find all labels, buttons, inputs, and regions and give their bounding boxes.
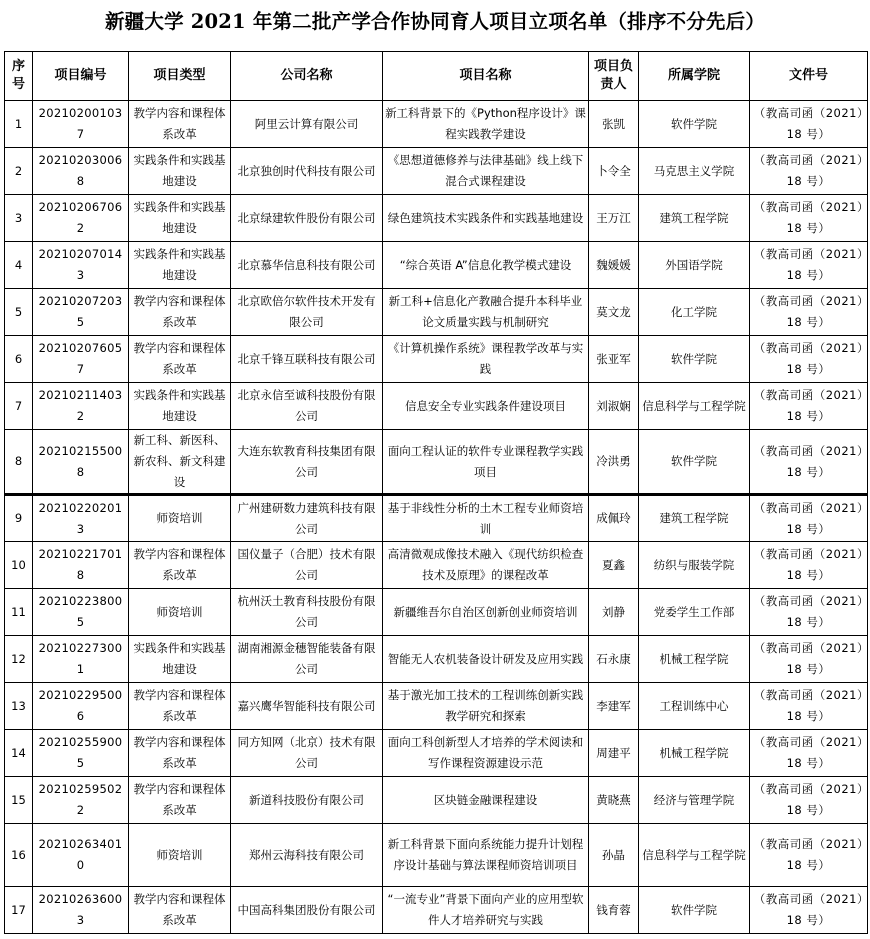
cell-leader: 黄晓燕 [589,777,639,824]
cell-project-type: 实践条件和实践基地建设 [129,383,231,430]
cell-document-number: （教高司函（2021）18 号） [750,148,868,195]
cell-project-name: 新疆维吾尔自治区创新创业师资培训 [383,589,589,636]
cell-company-name: 北京绿建软件股份有限公司 [231,195,383,242]
cell-college: 纺织与服装学院 [639,542,750,589]
cell-document-number: （教高司函（2021）18 号） [750,430,868,495]
table-row [5,289,868,336]
cell-project-name: 高清微观成像技术融入《现代纺织检查技术及原理》的课程改革 [383,542,589,589]
cell-company-name: 中国高科集团股份有限公司 [231,887,383,934]
cell-seq: 16 [5,824,33,887]
cell-project-code: 202102070143 [33,242,129,289]
cell-project-name: 信息安全专业实践条件建设项目 [383,383,589,430]
cell-leader: 成佩玲 [589,495,639,542]
cell-company-name: 杭州沃土教育科技股份有限公司 [231,589,383,636]
cell-project-name: 面向工科创新型人才培养的学术阅读和写作课程资源建设示范 [383,730,589,777]
table-row [5,336,868,383]
table-row [5,824,868,887]
cell-college: 建筑工程学院 [639,195,750,242]
cell-project-code: 202102273001 [33,636,129,683]
cell-company-name: 郑州云海科技有限公司 [231,824,383,887]
cell-college: 软件学院 [639,430,750,495]
cell-company-name: 广州建研数力建筑科技有限公司 [231,495,383,542]
cell-project-name: “综合英语 A”信息化教学模式建设 [383,242,589,289]
cell-document-number: （教高司函（2021）18 号） [750,542,868,589]
table-row [5,887,868,934]
cell-company-name: 北京慕华信息科技有限公司 [231,242,383,289]
cell-leader: 魏媛媛 [589,242,639,289]
cell-project-code: 202102295006 [33,683,129,730]
cell-document-number: （教高司函（2021）18 号） [750,101,868,148]
cell-leader: 刘淑娴 [589,383,639,430]
project-table [4,51,868,934]
cell-leader: 王万江 [589,195,639,242]
cell-leader: 刘静 [589,589,639,636]
cell-document-number: （教高司函（2021）18 号） [750,242,868,289]
cell-project-name: 新工科背景下的《Python程序设计》课程实践教学建设 [383,101,589,148]
cell-project-code: 202102202013 [33,495,129,542]
table-row [5,495,868,542]
cell-leader: 张凯 [589,101,639,148]
table-row [5,195,868,242]
header-doc: 文件号 [750,52,868,101]
cell-seq: 10 [5,542,33,589]
cell-leader: 冷洪勇 [589,430,639,495]
table-row [5,777,868,824]
cell-college: 机械工程学院 [639,636,750,683]
cell-seq: 5 [5,289,33,336]
cell-document-number: （教高司函（2021）18 号） [750,777,868,824]
cell-project-code: 202102030068 [33,148,129,195]
cell-seq: 1 [5,101,33,148]
cell-leader: 李建军 [589,683,639,730]
cell-document-number: （教高司函（2021）18 号） [750,383,868,430]
cell-college: 外国语学院 [639,242,750,289]
cell-project-code: 202102217018 [33,542,129,589]
cell-project-code: 202102636003 [33,887,129,934]
cell-project-code: 202102559005 [33,730,129,777]
cell-company-name: 国仪量子（合肥）技术有限公司 [231,542,383,589]
cell-seq: 17 [5,887,33,934]
cell-document-number: （教高司函（2021）18 号） [750,589,868,636]
header-seq: 序号 [5,52,33,101]
cell-project-type: 教学内容和课程体系改革 [129,101,231,148]
cell-college: 化工学院 [639,289,750,336]
cell-project-code: 202102076057 [33,336,129,383]
table-row [5,542,868,589]
cell-project-type: 新工科、新医科、新农科、新文科建设 [129,430,231,495]
cell-leader: 张亚军 [589,336,639,383]
cell-leader: 夏鑫 [589,542,639,589]
cell-document-number: （教高司函（2021）18 号） [750,887,868,934]
cell-leader: 石永康 [589,636,639,683]
cell-document-number: （教高司函（2021）18 号） [750,336,868,383]
cell-document-number: （教高司函（2021）18 号） [750,289,868,336]
table-row [5,730,868,777]
table-row [5,430,868,495]
cell-project-name: 新工科背景下面向系统能力提升计划程序设计基础与算法课程师资培训项目 [383,824,589,887]
cell-college: 建筑工程学院 [639,495,750,542]
cell-project-code: 202102114032 [33,383,129,430]
table-row [5,683,868,730]
header-college: 所属学院 [639,52,750,101]
cell-college: 党委学生工作部 [639,589,750,636]
cell-company-name: 嘉兴鹰华智能科技有限公司 [231,683,383,730]
cell-project-name: 绿色建筑技术实践条件和实践基地建设 [383,195,589,242]
table-row [5,636,868,683]
cell-project-type: 师资培训 [129,495,231,542]
cell-project-name: 基于激光加工技术的工程训练创新实践教学研究和探索 [383,683,589,730]
cell-college: 软件学院 [639,336,750,383]
header-type: 项目类型 [129,52,231,101]
cell-company-name: 大连东软教育科技集团有限公司 [231,430,383,495]
cell-project-name: 基于非线性分析的土木工程专业师资培训 [383,495,589,542]
cell-project-type: 师资培训 [129,824,231,887]
cell-company-name: 北京千锋互联科技有限公司 [231,336,383,383]
cell-project-type: 教学内容和课程体系改革 [129,289,231,336]
table-row [5,383,868,430]
header-project: 项目名称 [383,52,589,101]
cell-college: 经济与管理学院 [639,777,750,824]
cell-project-name: 《思想道德修养与法律基础》线上线下混合式课程建设 [383,148,589,195]
cell-seq: 15 [5,777,33,824]
cell-project-name: 《计算机操作系统》课程教学改革与实践 [383,336,589,383]
cell-project-code: 202102595022 [33,777,129,824]
cell-project-type: 教学内容和课程体系改革 [129,683,231,730]
cell-project-type: 实践条件和实践基地建设 [129,636,231,683]
cell-company-name: 北京永信至诚科技股份有限公司 [231,383,383,430]
cell-college: 工程训练中心 [639,683,750,730]
cell-project-name: “一流专业”背景下面向产业的应用型软件人才培养研究与实践 [383,887,589,934]
cell-project-code: 202102238005 [33,589,129,636]
cell-seq: 2 [5,148,33,195]
cell-leader: 孙晶 [589,824,639,887]
cell-seq: 13 [5,683,33,730]
cell-leader: 莫文龙 [589,289,639,336]
cell-college: 软件学院 [639,887,750,934]
cell-project-code: 202102155008 [33,430,129,495]
cell-college: 软件学院 [639,101,750,148]
header-leader: 项目负责人 [589,52,639,101]
cell-company-name: 同方知网（北京）技术有限公司 [231,730,383,777]
cell-project-type: 教学内容和课程体系改革 [129,336,231,383]
cell-leader: 周建平 [589,730,639,777]
cell-project-name: 区块链金融课程建设 [383,777,589,824]
cell-college: 机械工程学院 [639,730,750,777]
cell-project-type: 教学内容和课程体系改革 [129,887,231,934]
cell-project-name: 智能无人农机装备设计研发及应用实践 [383,636,589,683]
table-row [5,242,868,289]
cell-document-number: （教高司函（2021）18 号） [750,824,868,887]
cell-project-name: 新工科+信息化产教融合提升本科毕业论文质量实践与机制研究 [383,289,589,336]
cell-document-number: （教高司函（2021）18 号） [750,195,868,242]
document-title: 新疆大学 2021 年第二批产学合作协同育人项目立项名单（排序不分先后） [104,10,766,33]
cell-document-number: （教高司函（2021）18 号） [750,636,868,683]
cell-seq: 14 [5,730,33,777]
cell-project-code: 202102067062 [33,195,129,242]
cell-company-name: 北京独创时代科技有限公司 [231,148,383,195]
cell-college: 信息科学与工程学院 [639,383,750,430]
cell-project-type: 师资培训 [129,589,231,636]
header-code: 项目编号 [33,52,129,101]
cell-seq: 9 [5,495,33,542]
cell-project-type: 教学内容和课程体系改革 [129,777,231,824]
cell-company-name: 北京欧倍尔软件技术开发有限公司 [231,289,383,336]
cell-project-type: 实践条件和实践基地建设 [129,148,231,195]
cell-seq: 6 [5,336,33,383]
cell-seq: 7 [5,383,33,430]
cell-project-code: 202102001037 [33,101,129,148]
cell-seq: 12 [5,636,33,683]
cell-college: 信息科学与工程学院 [639,824,750,887]
cell-project-type: 实践条件和实践基地建设 [129,195,231,242]
cell-seq: 3 [5,195,33,242]
cell-seq: 8 [5,430,33,495]
cell-document-number: （教高司函（2021）18 号） [750,495,868,542]
table-row [5,101,868,148]
cell-project-code: 202102634010 [33,824,129,887]
table-header-row [5,52,868,101]
cell-college: 马克思主义学院 [639,148,750,195]
cell-document-number: （教高司函（2021）18 号） [750,730,868,777]
cell-leader: 卜令全 [589,148,639,195]
cell-document-number: （教高司函（2021）18 号） [750,683,868,730]
cell-project-type: 教学内容和课程体系改革 [129,542,231,589]
cell-company-name: 阿里云计算有限公司 [231,101,383,148]
table-body [5,101,868,934]
cell-leader: 钱育蓉 [589,887,639,934]
cell-project-type: 实践条件和实践基地建设 [129,242,231,289]
cell-project-type: 教学内容和课程体系改革 [129,730,231,777]
header-company: 公司名称 [231,52,383,101]
table-row [5,589,868,636]
cell-seq: 4 [5,242,33,289]
cell-company-name: 新道科技股份有限公司 [231,777,383,824]
cell-company-name: 湖南湘源金穗智能装备有限公司 [231,636,383,683]
cell-project-name: 面向工程认证的软件专业课程教学实践项目 [383,430,589,495]
cell-seq: 11 [5,589,33,636]
table-row [5,148,868,195]
cell-project-code: 202102072035 [33,289,129,336]
